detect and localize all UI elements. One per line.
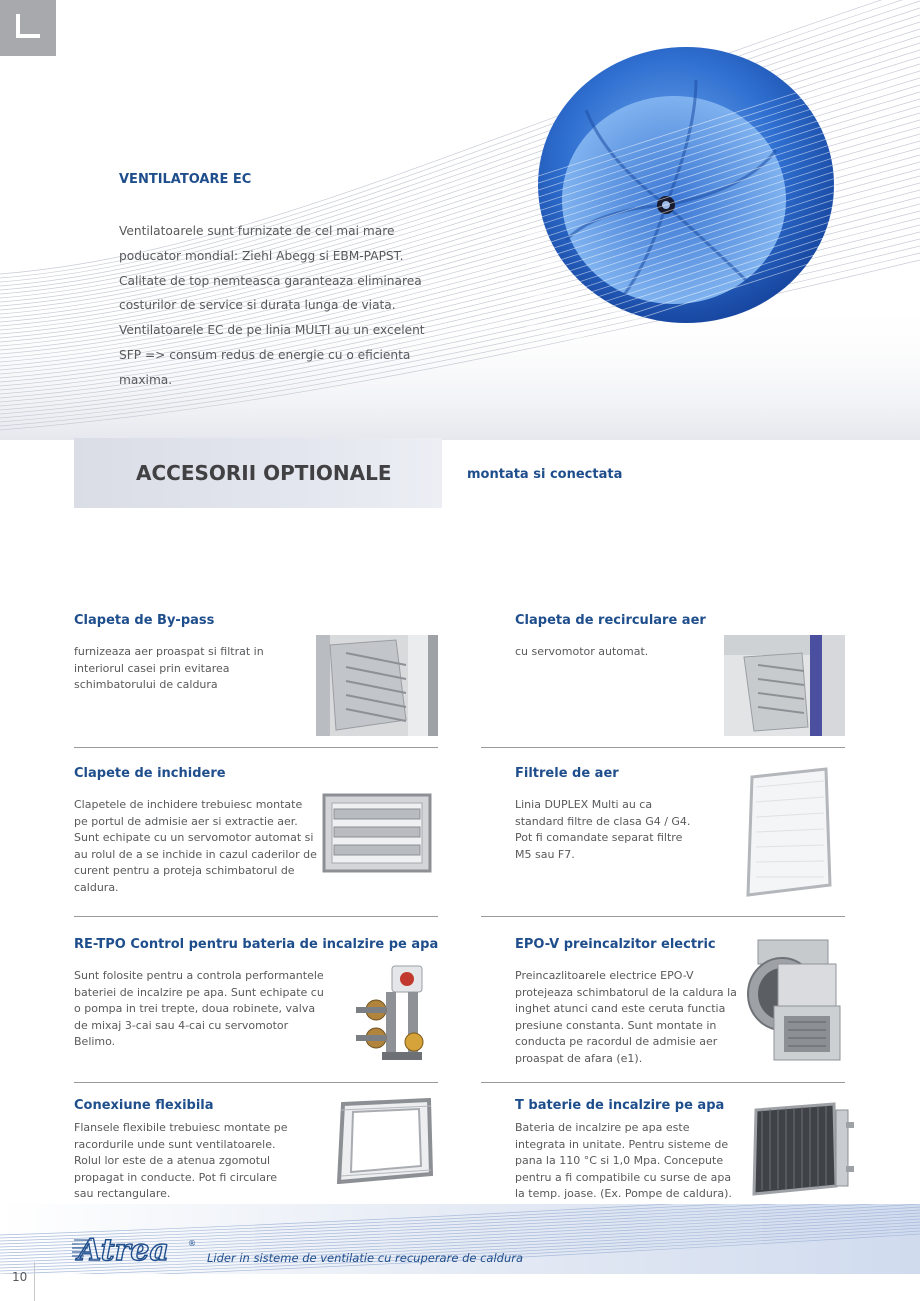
divider [481,1082,845,1083]
logo-registered-mark: ® [188,1239,196,1248]
item-text-retpo-control: Sunt folosite pentru a controla performantele bateriei de incalzire pe apa. Sunt echipate cu o pompa in trei trepte, doua robinete, valva de mixaj 3-cai sau 4-cai cu servomotor Belimo. [74,969,324,1049]
item-title-recirculation-damper: Clapeta de recirculare aer [515,613,706,628]
ec-fan-illustration [526,40,836,350]
hero-description: Ventilatoarele sunt furnizate de cel mai mare poducator mondial: Ziehl Abegg si EBM-PAPST. Calitate de top nemteasca garanteaza eliminarea costurilor de service si durata lunga de viata. Ventilatoarele EC de pe linia MULTI au un excelent SFP => consum redus de energie cu o eficienta maxima. [119,224,425,387]
item-text-recirculation-damper: cu servomotor automat. [515,645,649,658]
item-text-air-filters: Linia DUPLEX Multi au ca standard filtre de clasa G4 / G4. Pot fi comandate separat filtre M5 sau F7. [515,798,691,861]
bypass-damper-photo [316,635,438,736]
item-text-bypass-damper: furnizeaza aer proaspat si filtrat in interiorul casei prin evitarea schimbatorului de caldura [74,645,264,692]
divider [74,747,438,748]
air-filter-photo [746,767,832,897]
item-title-retpo-control: RE-TPO Control pentru bateria de incalzire pe apa [74,937,439,952]
item-title-flexible-connection: Conexiune flexibila [74,1098,214,1113]
hero-title: VENTILATOARE EC [119,172,252,187]
page-number: 10 [12,1270,28,1284]
item-title-bypass-damper: Clapeta de By-pass [74,613,215,628]
item-title-air-filters: Filtrele de aer [515,766,619,781]
item-text-water-heating-coil: Bateria de incalzire pe apa este integrata in unitate. Pentru sisteme de pana la 110 °C si 1,0 Mpa. Concepute pentru a fi compatibile cu surse de apa la temp. joase. (Ex. Pompe de caldura). [515,1121,732,1201]
item-title-shutoff-dampers: Clapete de inchidere [74,766,226,781]
divider [74,916,438,917]
divider [481,747,845,748]
water-heating-coil-photo [752,1102,854,1196]
item-text-epov-preheater: Preincazlitoarele electrice EPO-V protejeaza schimbatorul de la caldura la inghet atunci cand este ceruta functia presiune constanta. Sunt montate in conducta pe racordul de admisie aer proaspat de afara (e1). [515,969,737,1065]
item-title-water-heating-coil: T baterie de incalzire pe apa [515,1098,725,1113]
shutoff-damper-photo [322,793,432,873]
logo-wordmark: Atrea [78,1233,169,1268]
section-subtitle: montata si conectata [467,467,623,482]
flexible-connection-photo [335,1098,433,1184]
section-title: ACCESORII OPTIONALE [74,438,442,508]
item-text-shutoff-dampers: Clapetele de inchidere trebuiesc montate pe portul de admisie aer si extractie aer. Sunt echipate cu un servomotor automat si au rolul de a se inchide in cazul caderilor de curent pentru a proteja schimbatorul de caldura. [74,798,317,894]
item-title-epov-preheater: EPO-V preincalzitor electric [515,937,716,952]
divider [481,916,845,917]
item-text-flexible-connection: Flansele flexibile trebuiesc montate pe racordurile unde sunt ventilatoarele. Rolul lor este de a atenua zgomotul propagat in conducte. Pot fi circulare sau rectangulare. [74,1121,288,1201]
epov-preheater-photo [744,936,848,1062]
atrea-logo [72,1232,202,1268]
page-edge-line [34,1262,35,1301]
divider [74,1082,438,1083]
recirculation-damper-photo [724,635,845,736]
retpo-control-photo [346,962,436,1064]
footer-slogan: Lider in sisteme de ventilatie cu recuperare de caldura [207,1251,524,1265]
